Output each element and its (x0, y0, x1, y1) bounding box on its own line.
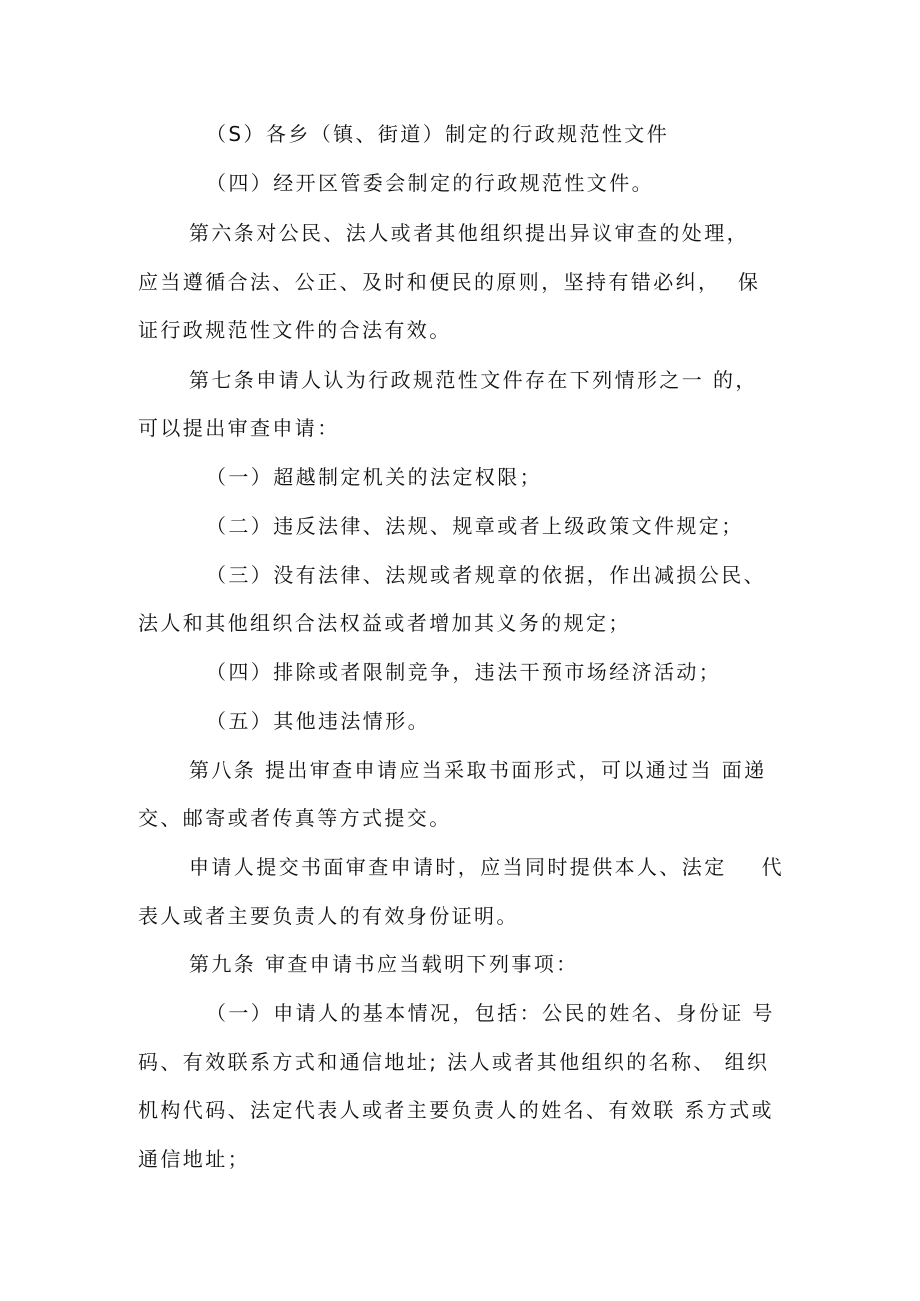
article-7-item-2: （二）违反法律、法规、规章或者上级政策文件规定； (206, 514, 744, 538)
article-6-line-1: 第六条对公民、法人或者其他组织提出异议审查的处理， (189, 221, 749, 245)
article-9-line-1: 第九条 审查申请书应当载明下列事项： (189, 952, 579, 976)
article-9-item-1-line-4: 通信地址； (138, 1147, 250, 1171)
article-7-line-2: 可以提出审查申请： (138, 416, 340, 440)
line-s-township-documents: （S）各乡（镇、街道）制定的行政规范性文件 (206, 122, 670, 146)
article-7-line-1: 第七条申请人认为行政规范性文件存在下列情形之一 的， (189, 368, 758, 392)
article-8-para-2-line-2: 表人或者主要负责人的有效身份证明。 (138, 904, 519, 928)
article-7-item-4: （四）排除或者限制竞争，违法干预市场经济活动； (206, 660, 722, 684)
article-6-line-2: 应当遵循合法、公正、及时和便民的原则，坚持有错必纠， 保 (138, 270, 761, 294)
article-6-line-3: 证行政规范性文件的合法有效。 (138, 318, 452, 342)
article-9-item-1-line-1: （一）申请人的基本情况，包括：公民的姓名、身份证 号 (206, 1001, 775, 1025)
article-8-line-2: 交、邮寄或者传真等方式提交。 (138, 806, 452, 830)
article-9-item-1-line-2: 码、有效联系方式和通信地址; 法人或者其他组织的名称、 组织 (138, 1050, 770, 1074)
article-9-item-1-line-3: 机构代码、法定代表人或者主要负责人的姓名、有效联 系方式或 (138, 1098, 774, 1122)
article-7-item-1: （一）超越制定机关的法定权限； (206, 465, 542, 489)
article-8-para-2-line-1: 申请人提交书面审查申请时，应当同时提供本人、法定 代 (189, 855, 785, 879)
article-7-item-3-line-1: （三）没有法律、法规或者规章的依据，作出减损公民、 (206, 563, 766, 587)
article-7-item-3-line-2: 法人和其他组织合法权益或者增加其义务的规定； (138, 611, 631, 635)
article-7-item-5: （五）其他违法情形。 (206, 709, 430, 733)
article-8-line-1: 第八条 提出审查申请应当采取书面形式，可以通过当 面递 (189, 758, 767, 782)
line-4-dev-zone-documents: （四）经开区管委会制定的行政规范性文件。 (206, 171, 654, 195)
